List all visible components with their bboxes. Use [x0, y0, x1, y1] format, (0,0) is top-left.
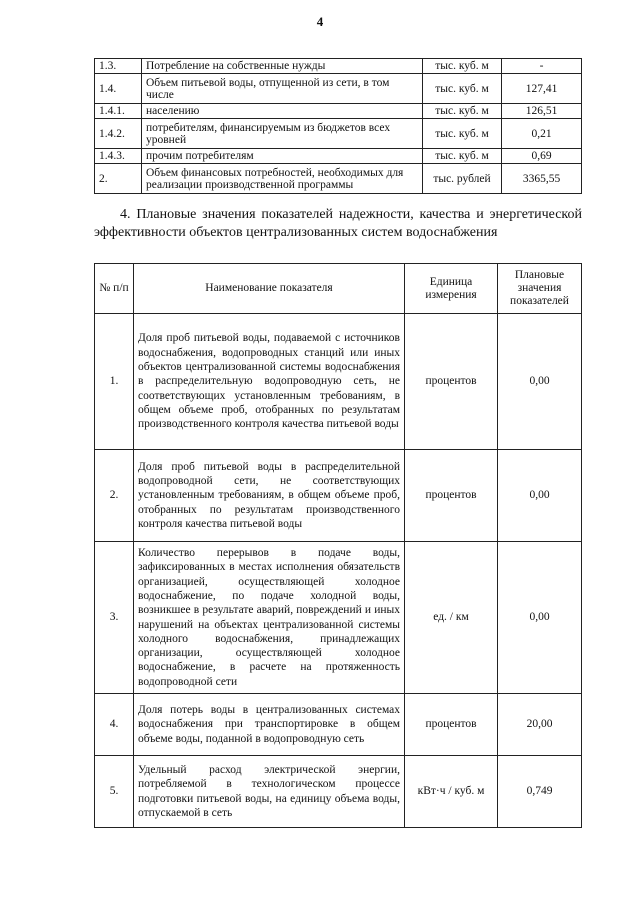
table-row [95, 119, 582, 149]
production-volumes-table [94, 58, 582, 194]
table-row [95, 74, 582, 104]
row-unit: тыс. куб. м [423, 149, 502, 164]
row-unit: кВт·ч / куб. м [405, 756, 498, 828]
table-header-row [95, 264, 582, 314]
row-number: 5. [95, 756, 134, 828]
row-value: 127,41 [502, 74, 582, 104]
table-row [95, 59, 582, 74]
row-number: 1.4.3. [95, 149, 142, 164]
row-name: Удельный расход электрической энергии, потребляемой в технологическом процессе подготовки питьевой воды, на единицу объема воды, отпускаемой в сеть [134, 756, 405, 828]
row-unit: тыс. куб. м [423, 104, 502, 119]
row-name: потребителям, финансируемым из бюджетов всех уровней [142, 119, 423, 149]
row-name: Объем финансовых потребностей, необходимых для реализации производственной программы [142, 164, 423, 194]
row-unit: процентов [405, 694, 498, 756]
row-number: 2. [95, 164, 142, 194]
row-number: 4. [95, 694, 134, 756]
table-row [95, 104, 582, 119]
row-unit: тыс. куб. м [423, 59, 502, 74]
row-unit: ед. / км [405, 542, 498, 694]
row-value: 126,51 [502, 104, 582, 119]
row-number: 3. [95, 542, 134, 694]
row-name: прочим потребителям [142, 149, 423, 164]
table-row [95, 542, 582, 694]
row-unit: тыс. куб. м [423, 119, 502, 149]
table-row [95, 314, 582, 450]
row-value: 0,00 [498, 450, 582, 542]
table-row [95, 450, 582, 542]
row-number: 1.4.1. [95, 104, 142, 119]
row-unit: процентов [405, 450, 498, 542]
table-row [95, 756, 582, 828]
row-number: 1.4. [95, 74, 142, 104]
section-heading-text: 4. Плановые значения показателей надежности, качества и энергетической эффективности объектов централизованных систем водоснабжения [94, 207, 582, 240]
row-number: 1. [95, 314, 134, 450]
row-name: Объем питьевой воды, отпущенной из сети, в том числе [142, 74, 423, 104]
row-number: 1.3. [95, 59, 142, 74]
row-value: 0,00 [498, 542, 582, 694]
row-unit: тыс. куб. м [423, 74, 502, 104]
row-value: 0,69 [502, 149, 582, 164]
row-name: Потребление на собственные нужды [142, 59, 423, 74]
row-number: 2. [95, 450, 134, 542]
row-name: Доля проб питьевой воды, подаваемой с источников водоснабжения, водопроводных станций или иных объектов централизованной системы водоснабжения в распределительную водопроводную сеть, не соответствующих установленным требованиям, в общем объеме проб, отобранных по результатам производственного контроля качества питьевой воды [134, 314, 405, 450]
header-number: № п/п [95, 264, 134, 314]
row-value: 0,00 [498, 314, 582, 450]
row-value: 0,749 [498, 756, 582, 828]
section-heading [94, 206, 582, 242]
row-unit: тыс. рублей [423, 164, 502, 194]
row-name: Количество перерывов в подаче воды, зафиксированных в местах исполнения обязательств организацией, осуществляющей холодное водоснабжение, по подаче холодной воды, возникшее в результате аварий, повреждений и иных нарушений на объектах централизованной системы холодного водоснабжения, принадлежащих организации, осуществляющей холодное водоснабжение, в расчете на протяженность водопроводной сети [134, 542, 405, 694]
row-unit: процентов [405, 314, 498, 450]
row-value: 3365,55 [502, 164, 582, 194]
table-row [95, 164, 582, 194]
row-name: Доля проб питьевой воды в распределительной водопроводной сети, не соответствующих установленным требованиям, в общем объеме проб, отобранных по результатам производственного контроля качества питьевой воды [134, 450, 405, 542]
row-value: 0,21 [502, 119, 582, 149]
page-number: 4 [316, 14, 324, 29]
row-number: 1.4.2. [95, 119, 142, 149]
row-value: 20,00 [498, 694, 582, 756]
row-value: - [502, 59, 582, 74]
header-value: Плановые значения показателей [498, 264, 582, 314]
indicators-table [94, 263, 582, 828]
table-row [95, 694, 582, 756]
header-unit: Единица измерения [405, 264, 498, 314]
row-name: населению [142, 104, 423, 119]
row-name: Доля потерь воды в централизованных системах водоснабжения при транспортировке в общем объеме воды, поданной в водопроводную сеть [134, 694, 405, 756]
table-row [95, 149, 582, 164]
header-name: Наименование показателя [134, 264, 405, 314]
